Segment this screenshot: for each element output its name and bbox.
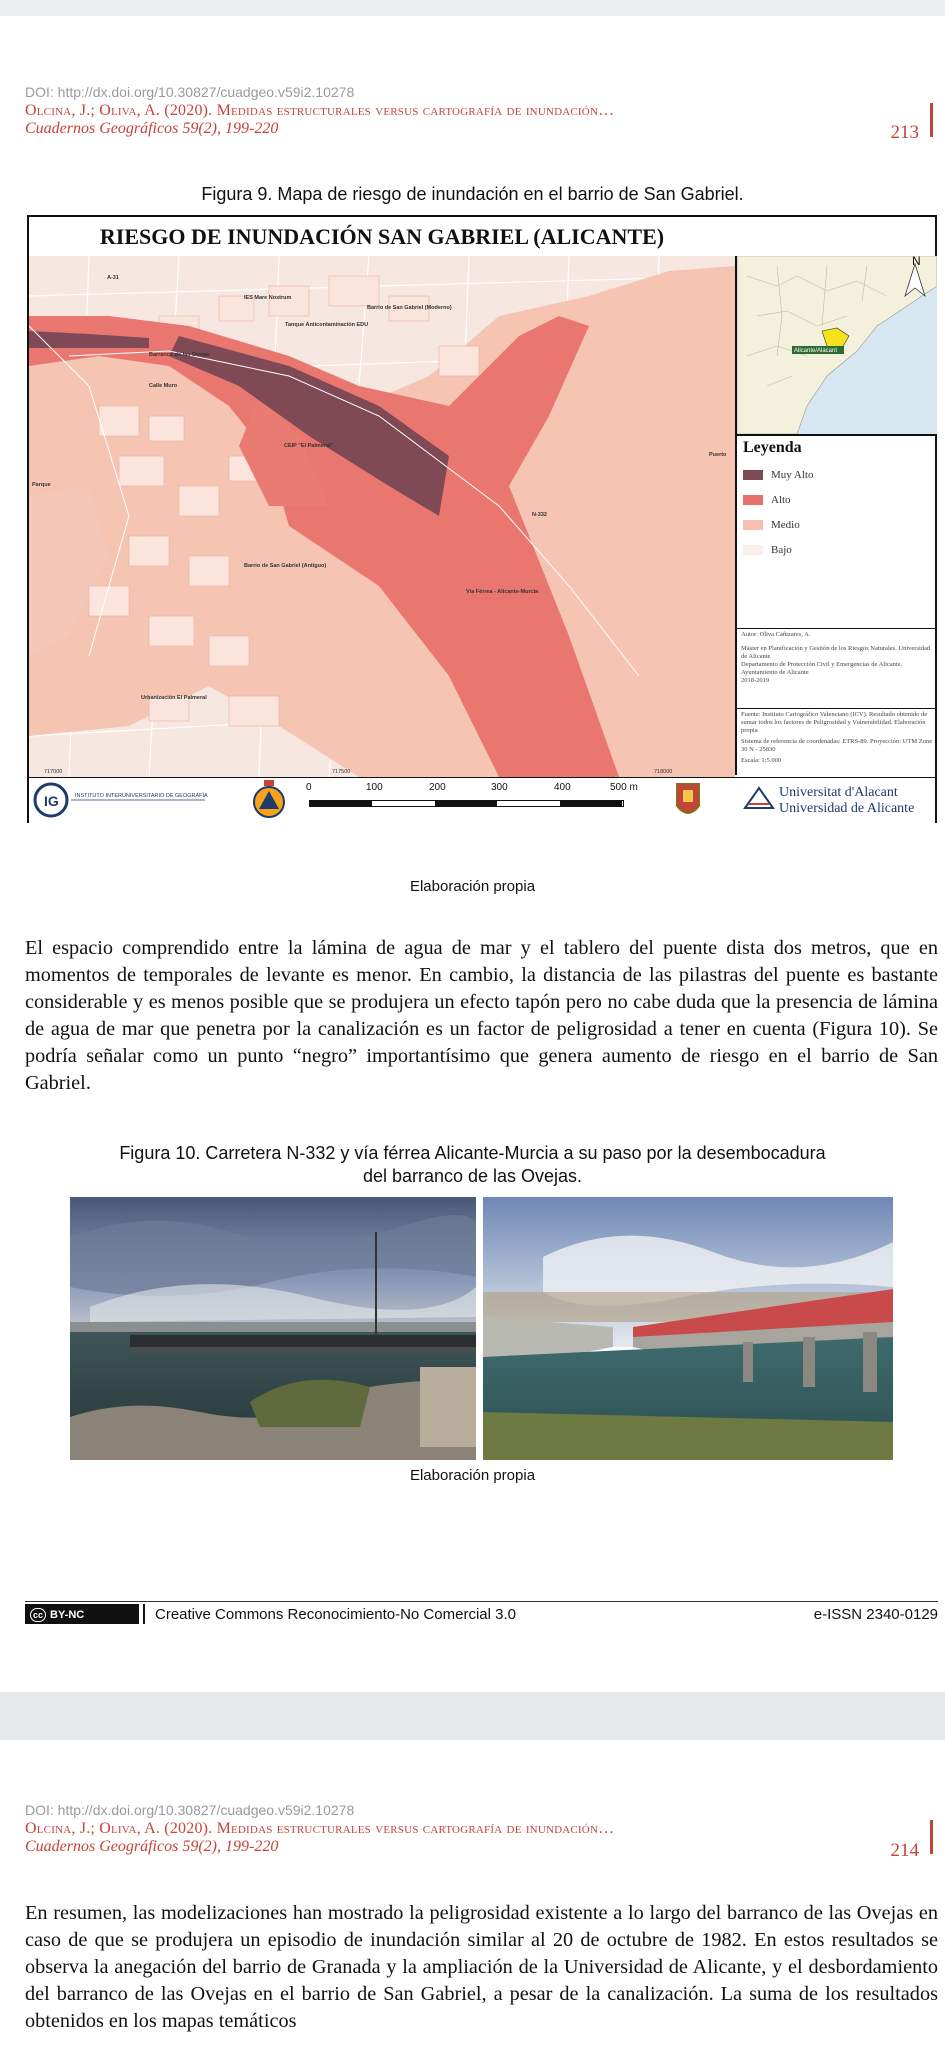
scale-bar: [309, 800, 624, 807]
svg-text:Tanque Anticontaminación EDU: Tanque Anticontaminación EDU: [285, 322, 369, 328]
alicante-coat-of-arms-icon: [671, 778, 705, 824]
page-number: 213: [890, 122, 919, 143]
figure-9-source: Elaboración propia: [409, 878, 536, 895]
legend-swatch: [743, 470, 763, 480]
page-number: 214: [890, 1840, 919, 1861]
cc-license-badge[interactable]: cc BY-NC: [25, 1604, 139, 1624]
institute-logo: [29, 778, 219, 824]
page-2-header: [25, 1802, 935, 1856]
institute-logo-text: INSTITUTO INTERUNIVERSITARIO DE GEOGRAFÍA: [75, 793, 208, 799]
university-logo-line2: Universidad de Alicante: [779, 801, 915, 816]
header-journal: Cuadernos Geográficos 59(2), 199-220: [25, 1838, 279, 1855]
svg-text:717000: 717000: [44, 769, 63, 775]
flood-risk-map: [27, 215, 937, 823]
location-label: Alicante/Alacant: [794, 348, 838, 354]
north-label: N: [912, 256, 921, 268]
legend-title: Leyenda: [743, 439, 802, 456]
civil-protection-emblem-icon: [249, 778, 289, 824]
page-number-bar: [930, 1820, 933, 1854]
svg-text:Barrio de San Gabriel (Antiguo: Barrio de San Gabriel (Antiguo): [244, 563, 327, 569]
body-paragraph: El espacio comprendido entre la lámina de agua de mar y el tablero del puente dista dos metros, que en momentos de temporales de levante es menor. En cambio, la distancia de las pilastras del puente es bastante considerable y es menos posible que se produjera un efecto tapón pero no cabe duda que la presencia de lámina de agua de mar que penetra por la canalización es un factor de peligrosidad a tener en cuenta (Figura 10). Se podría señalar como un punto “negro” importantísimo que genera aumento de riesgo en el barrio de San Gabriel.: [25, 937, 938, 1094]
legend-item-bajo: Bajo: [743, 544, 792, 556]
issn-text: e-ISSN 2340-0129: [813, 1606, 938, 1623]
scale-bar-ticks: 0 100 200 300 400 500 m: [306, 782, 638, 793]
svg-text:Vía Férrea - Alicante-Murcia: Vía Férrea - Alicante-Murcia: [466, 589, 539, 595]
svg-text:IES Mare Nostrum: IES Mare Nostrum: [244, 295, 292, 301]
university-logo-line1: Universitat d'Alacant: [779, 785, 898, 800]
svg-text:Puerto: Puerto: [709, 452, 727, 458]
figure-9-caption: Figura 9. Mapa de riesgo de inundación en el barrio de San Gabriel.: [201, 184, 744, 204]
figure-10-source: Elaboración propia: [409, 1467, 536, 1484]
svg-text:Urbanización El Palmeral: Urbanización El Palmeral: [141, 695, 207, 701]
figure-10-caption-line2: del barranco de las Ovejas.: [362, 1166, 583, 1186]
svg-text:Barranco de las Ovejas: Barranco de las Ovejas: [149, 352, 210, 358]
page-header: [25, 84, 935, 138]
page-footer: [25, 1601, 938, 1626]
location-map: [737, 256, 937, 436]
legend-item-medio: Medio: [743, 519, 800, 531]
map-title: RIESGO DE INUNDACIÓN SAN GABRIEL (ALICANTE): [29, 217, 735, 258]
map-footer: [29, 777, 935, 824]
header-journal: Cuadernos Geográficos 59(2), 199-220: [25, 120, 279, 137]
cc-icon: cc: [30, 1608, 46, 1622]
svg-text:717500: 717500: [332, 769, 351, 775]
map-canvas: [29, 256, 735, 777]
doi-link[interactable]: DOI: http://dx.doi.org/10.30827/cuadgeo.v59i2.10278: [25, 84, 355, 100]
legend-swatch: [743, 520, 763, 530]
photo-bridge-right: [483, 1197, 893, 1460]
photo-bridge-left: [70, 1197, 476, 1460]
legend-swatch: [743, 545, 763, 555]
map-legend-panel: [735, 256, 937, 775]
svg-text:Barrio de San Gabriel (Moderno: Barrio de San Gabriel (Moderno): [367, 305, 452, 311]
viewer-top-bar: [0, 0, 945, 16]
legend-item-muy-alto: Muy Alto: [743, 469, 813, 481]
location-map-drawing: [737, 256, 937, 434]
license-text: Creative Commons Reconocimiento-No Comercial 3.0: [155, 1606, 516, 1623]
svg-text:Calle Muro: Calle Muro: [149, 383, 178, 389]
svg-text:CEIP "El Palmeral": CEIP "El Palmeral": [284, 443, 334, 449]
figure-10-caption-line1: Figura 10. Carretera N-332 y vía férrea Alicante-Murcia a su paso por la desembocadura: [119, 1143, 826, 1163]
university-logo: [735, 778, 935, 824]
body-paragraph: En resumen, las modelizaciones han mostrado la peligrosidad existente a lo largo del barranco de las Ovejas en caso de que se produjera un episodio de inundación similar al 20 de octubre de 1982. En estos resultados se observa la anegación del barrio de Granada y la ampliación de la Universidad de Alicante, y el desbordamiento del barranco de las Ovejas en el barrio de San Gabriel, a pesar de la canalización. La suma de los resultados obtenidos en los mapas temáticos: [25, 1902, 938, 2032]
svg-text:Parque: Parque: [32, 482, 51, 488]
legend-swatch: [743, 495, 763, 505]
legend-item-alto: Alto: [743, 494, 791, 506]
doi-link[interactable]: DOI: http://dx.doi.org/10.30827/cuadgeo.v59i2.10278: [25, 1802, 355, 1818]
svg-text:N-332: N-332: [532, 512, 547, 518]
footer-divider: [143, 1604, 145, 1624]
legend-source-notes: Fuente: Instituto Cartográfico Valenciano (ICV). Resultado obtenido de sumar todos los factores de Peligrosidad y Vulnerabilidad. Elaboración propia Sistema de referencia de coordenadas: ETRS-89. Proyección: UTM Zone 30 N - 25830 Escala: 1:5.000: [737, 708, 937, 775]
svg-text:718000: 718000: [654, 769, 673, 775]
page-number-bar: [930, 103, 933, 137]
svg-text:A-31: A-31: [107, 275, 119, 281]
legend-author-notes: Autor: Oliva Cañizares, A. Máster en Planificación y Gestión de los Riesgos Naturales. Universidad de Alicante Departamento de Protección Civil y Emergencias de Alicante. Ayuntamiento de Alicante 2018-2019: [737, 628, 937, 708]
page-separator: [0, 1692, 945, 1740]
header-citation: Olcina, J.; Oliva, A. (2020). Medidas estructurales versus cartografía de inundación…: [25, 102, 615, 119]
header-citation: Olcina, J.; Oliva, A. (2020). Medidas estructurales versus cartografía de inundación…: [25, 1820, 615, 1837]
svg-text:IG: IG: [44, 793, 59, 809]
